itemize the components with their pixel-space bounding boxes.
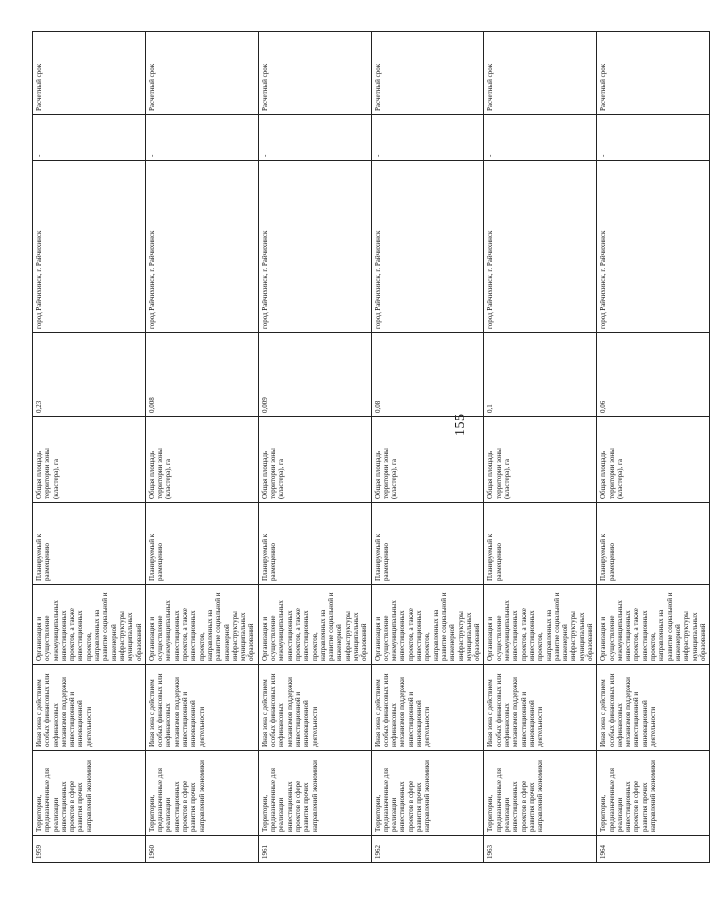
zone-location: город Райчихинск, г. Райчихинск bbox=[145, 161, 258, 333]
table-row bbox=[597, 32, 710, 863]
row-number: 1960 bbox=[145, 836, 258, 863]
zone-location: город Райчихинск, г. Райчихинск bbox=[371, 161, 484, 333]
zone-purpose: Организация и осуществление межмуниципальных инвестиционных проектов, а также инвестиционных проектов, направленных на развитие социальной и инженерной инфраструктуры муниципальных образований bbox=[145, 585, 258, 665]
zone-location: город Райчихинск, г. Райчихинск bbox=[258, 161, 371, 333]
zone-value: 0,23 bbox=[33, 333, 146, 417]
zone-type: Иная зона с действием особых финансовых или нефинансовых механизмов поддержки инвестиционной и инновационной деятельности bbox=[371, 665, 484, 751]
zone-status: Планируемый к размещению bbox=[258, 503, 371, 585]
zone-category: Территории, предназначенные для реализации инвестиционных проектов в сфере развития прочих направлений экономики bbox=[258, 751, 371, 836]
zone-category: Территории, предназначенные для реализации инвестиционных проектов в сфере развития прочих направлений экономики bbox=[484, 751, 597, 836]
zone-term: Расчетный срок bbox=[258, 32, 371, 115]
zone-purpose: Организация и осуществление межмуниципальных инвестиционных проектов, а также инвестиционных проектов, направленных на развитие социальной и инженерной инфраструктуры муниципальных образований bbox=[33, 585, 146, 665]
zone-status: Планируемый к размещению bbox=[597, 503, 710, 585]
zone-parameter: Общая площадь территории зоны (кластера), га bbox=[597, 417, 710, 503]
zone-value: 0,009 bbox=[258, 333, 371, 417]
table-row bbox=[145, 32, 258, 863]
table-row bbox=[371, 32, 484, 863]
zone-term: Расчетный срок bbox=[484, 32, 597, 115]
row-number: 1963 bbox=[484, 836, 597, 863]
zone-purpose: Организация и осуществление межмуниципальных инвестиционных проектов, а также инвестиционных проектов, направленных на развитие социальной и инженерной инфраструктуры муниципальных образований bbox=[484, 585, 597, 665]
zones-table bbox=[32, 31, 710, 863]
zone-purpose: Организация и осуществление межмуниципальных инвестиционных проектов, а также инвестиционных проектов, направленных на развитие социальной и инженерной инфраструктуры муниципальных образований bbox=[597, 585, 710, 665]
table-row bbox=[258, 32, 371, 863]
zone-dash: - bbox=[371, 115, 484, 161]
zone-dash: - bbox=[33, 115, 146, 161]
zones-table-container bbox=[32, 32, 707, 863]
zone-parameter: Общая площадь территории зоны (кластера), га bbox=[371, 417, 484, 503]
zone-parameter: Общая площадь территории зоны (кластера), га bbox=[33, 417, 146, 503]
zone-value: 0,06 bbox=[597, 333, 710, 417]
row-number: 1959 bbox=[33, 836, 146, 863]
zone-term: Расчетный срок bbox=[371, 32, 484, 115]
row-number: 1962 bbox=[371, 836, 484, 863]
zone-dash: - bbox=[258, 115, 371, 161]
zone-dash: - bbox=[597, 115, 710, 161]
zone-term: Расчетный срок bbox=[145, 32, 258, 115]
zone-category: Территории, предназначенные для реализации инвестиционных проектов в сфере развития прочих направлений экономики bbox=[371, 751, 484, 836]
zone-status: Планируемый к размещению bbox=[484, 503, 597, 585]
zone-type: Иная зона с действием особых финансовых или нефинансовых механизмов поддержки инвестиционной и инновационной деятельности bbox=[33, 665, 146, 751]
page-number: 155 bbox=[453, 413, 468, 436]
zone-value: 0,008 bbox=[145, 333, 258, 417]
zone-category: Территории, предназначенные для реализации инвестиционных проектов в сфере развития прочих направлений экономики bbox=[145, 751, 258, 836]
table-row bbox=[484, 32, 597, 863]
zone-location: город Райчихинск, г. Райчихинск bbox=[484, 161, 597, 333]
zone-location: город Райчихинск, г. Райчихинск bbox=[597, 161, 710, 333]
table-row bbox=[33, 32, 146, 863]
zone-term: Расчетный срок bbox=[597, 32, 710, 115]
zone-type: Иная зона с действием особых финансовых или нефинансовых механизмов поддержки инвестиционной и инновационной деятельности bbox=[145, 665, 258, 751]
zone-type: Иная зона с действием особых финансовых или нефинансовых механизмов поддержки инвестиционной и инновационной деятельности bbox=[258, 665, 371, 751]
zone-status: Планируемый к размещению bbox=[33, 503, 146, 585]
zone-value: 0,08 bbox=[371, 333, 484, 417]
row-number: 1964 bbox=[597, 836, 710, 863]
zone-dash: - bbox=[145, 115, 258, 161]
zone-location: город Райчихинск, г. Райчихинск bbox=[33, 161, 146, 333]
zone-purpose: Организация и осуществление межмуниципальных инвестиционных проектов, а также инвестиционных проектов, направленных на развитие социальной и инженерной инфраструктуры муниципальных образований bbox=[258, 585, 371, 665]
row-number: 1961 bbox=[258, 836, 371, 863]
zone-purpose: Организация и осуществление межмуниципальных инвестиционных проектов, а также инвестиционных проектов, направленных на развитие социальной и инженерной инфраструктуры муниципальных образований bbox=[371, 585, 484, 665]
zone-status: Планируемый к размещению bbox=[371, 503, 484, 585]
zone-dash: - bbox=[484, 115, 597, 161]
zone-value: 0,1 bbox=[484, 333, 597, 417]
zone-type: Иная зона с действием особых финансовых или нефинансовых механизмов поддержки инвестиционной и инновационной деятельности bbox=[484, 665, 597, 751]
zone-type: Иная зона с действием особых финансовых или нефинансовых механизмов поддержки инвестиционной и инновационной деятельности bbox=[597, 665, 710, 751]
zone-parameter: Общая площадь территории зоны (кластера), га bbox=[145, 417, 258, 503]
zone-term: Расчетный срок bbox=[33, 32, 146, 115]
zone-status: Планируемый к размещению bbox=[145, 503, 258, 585]
zone-category: Территории, предназначенные для реализации инвестиционных проектов в сфере развития прочих направлений экономики bbox=[597, 751, 710, 836]
zone-category: Территории, предназначенные для реализации инвестиционных проектов в сфере развития прочих направлений экономики bbox=[33, 751, 146, 836]
zone-parameter: Общая площадь территории зоны (кластера), га bbox=[258, 417, 371, 503]
zone-parameter: Общая площадь территории зоны (кластера), га bbox=[484, 417, 597, 503]
